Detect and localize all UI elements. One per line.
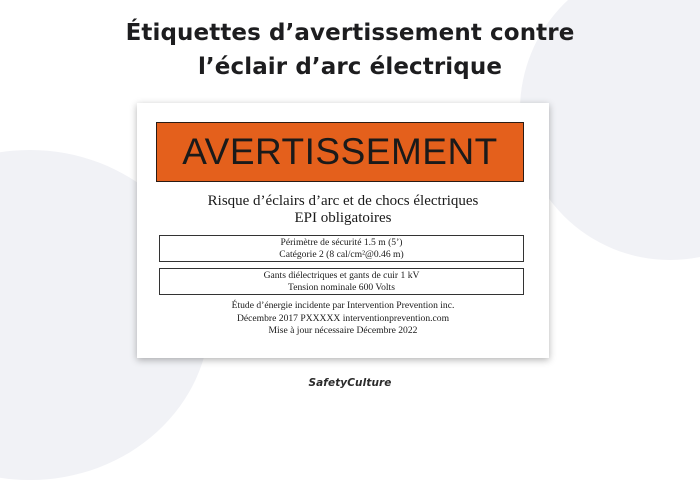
arc-flash-boundary-box bbox=[159, 235, 524, 262]
page-title-line-2: l’éclair d’arc électrique bbox=[197, 54, 503, 80]
risk-statement: Risque d’éclairs d’arc et de chocs électriques bbox=[207, 193, 479, 209]
warning-label-image bbox=[137, 103, 549, 358]
ppe-category-text: Catégorie 2 (8 cal/cm²@0.46 m) bbox=[279, 249, 404, 260]
safety-perimeter-text: Périmètre de sécurité 1.5 m (5’) bbox=[280, 237, 403, 248]
update-required-text: Mise à jour nécessaire Décembre 2022 bbox=[268, 325, 418, 336]
page-title bbox=[0, 16, 700, 84]
warning-header: AVERTISSEMENT bbox=[156, 122, 524, 182]
ppe-required-statement: EPI obligatoires bbox=[294, 210, 392, 226]
study-date-text: Décembre 2017 PXXXXX interventionprevention.com bbox=[236, 312, 450, 324]
nominal-voltage-text: Tension nominale 600 Volts bbox=[288, 282, 395, 293]
page-title-line-1: Étiquettes d’avertissement contre bbox=[125, 20, 575, 46]
shock-protection-box bbox=[159, 268, 524, 295]
gloves-text: Gants diélectriques et gants de cuir 1 kV bbox=[263, 270, 420, 281]
safetyculture-logo: SafetyCulture bbox=[308, 377, 392, 389]
study-source-text: Étude d’énergie incidente par Intervention Prevention inc. bbox=[231, 300, 455, 311]
label-footer bbox=[137, 300, 549, 338]
